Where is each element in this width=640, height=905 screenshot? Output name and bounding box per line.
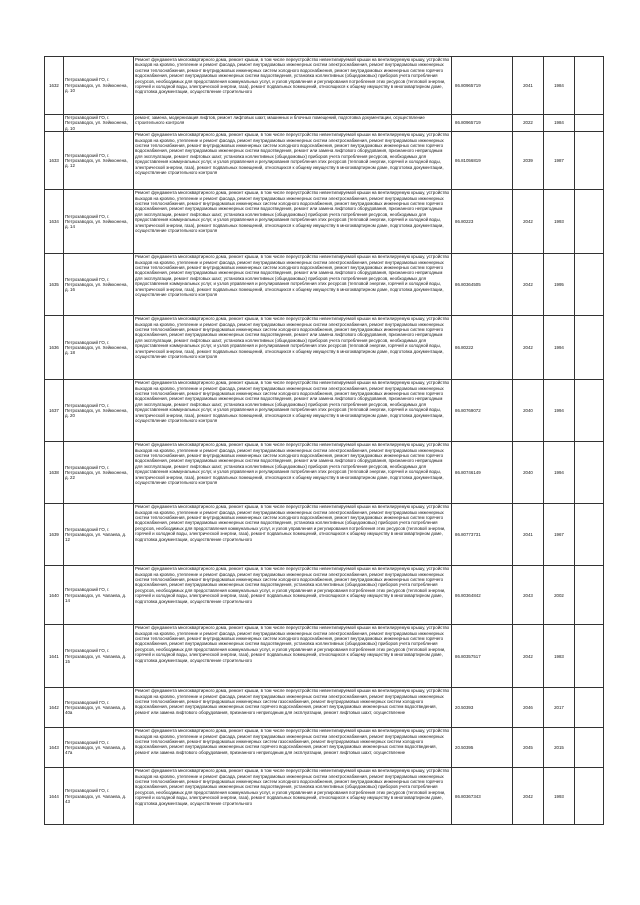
build-year-cell: 1994 [544,442,575,504]
code-cell: 86.80222 [452,316,513,380]
planned-year-cell: 2042 [513,254,544,316]
empty-cell [575,190,604,254]
row-number: 1643 [45,728,64,768]
build-year-cell: 1967 [544,504,575,566]
row-number: 1634 [45,190,64,254]
build-year-cell: 1993 [544,768,575,825]
code-cell: 86.80965719 [452,57,513,115]
code-cell: 86.80746149 [452,442,513,504]
empty-cell [575,380,604,442]
table-row [45,132,604,190]
work-description-cell: Ремонт фундамента многоквартирного дома, ремонт крыши, в том числе переустройство невентилируемой крыши на вентилируемую крышу, устройство выходов на кровлю, утепление и ремонт фасада, ремонт внутридомовых инженерных систем электроснабжения, ремонт внутридомовых инженерных систем теплоснабжения, ремонт внутридомовых инженерных систем холодного водоснабжения, ремонт внутридомовых инженерных систем горячего водоснабжения, ремонт внутридомовых инженерных систем водоотведения, ремонт или замена лифтового оборудования, признанного непригодным для эксплуатации, ремонт лифтовых шахт, установка коллективных (общедомовых) приборов учета потребления ресурсов, необходимых для предоставления коммунальных услуг, и узлов управления и регулирования потребления этих ресурсов (тепловой энергии, горячей и холодной воды, электрической энергии, газа), ремонт подвальных помещений, относящихся к общему имуществу в многоквартирном доме, подготовка документации, осуществление строительного контроля [134,132,452,190]
work-description-cell: Ремонт фундамента многоквартирного дома, ремонт крыши, в том числе переустройство невентилируемой крыши на вентилируемую крышу, устройство выходов на кровлю, утепление и ремонт фасада, ремонт внутридомовых инженерных систем электроснабжения, ремонт внутридомовых инженерных систем теплоснабжения, ремонт внутридомовых инженерных систем холодного водоснабжения, ремонт внутридомовых инженерных систем горячего водоснабжения, ремонт внутридомовых инженерных систем водоотведения, ремонт или замена лифтового оборудования, признанного непригодным для эксплуатации, ремонт лифтовых шахт, установка коллективных (общедомовых) приборов учета потребления ресурсов, необходимых для предоставления коммунальных услуг, и узлов управления и регулирования потребления этих ресурсов (тепловой энергии, горячей и холодной воды, электрической энергии, газа), ремонт подвальных помещений, относящихся к общему имуществу в многоквартирном доме, подготовка документации, осуществление строительного контроля [134,380,452,442]
table-row [45,442,604,504]
empty-cell [575,625,604,688]
empty-cell [575,768,604,825]
code-cell: 86.80357517 [452,625,513,688]
work-description-cell: ремонт, замена, модернизация лифтов, ремонт лифтовых шахт, машинных и блочных помещений, подготовка документации, осуществление строительного контроля [134,115,452,132]
table-row [45,625,604,688]
empty-cell [575,504,604,566]
work-description-cell: Ремонт фундамента многоквартирного дома, ремонт крыши, в том числе переустройство невентилируемой крыши на вентилируемую крышу, устройство выходов на кровлю, утепление и ремонт фасада, ремонт внутридомовых инженерных систем электроснабжения, ремонт внутридомовых инженерных систем теплоснабжения, ремонт внутридомовых инженерных систем холодного водоснабжения, ремонт внутридомовых инженерных систем горячего водоснабжения, ремонт внутридомовых инженерных систем водоотведения, ремонт или замена лифтового оборудования, признанного непригодным для эксплуатации, ремонт лифтовых шахт, установка коллективных (общедомовых) приборов учета потребления ресурсов, необходимых для предоставления коммунальных услуг, и узлов управления и регулирования потребления этих ресурсов (тепловой энергии, горячей и холодной воды, электрической энергии, газа), ремонт подвальных помещений, относящихся к общему имуществу в многоквартирном доме, подготовка документации, осуществление строительного контроля [134,442,452,504]
document-page [44,56,603,825]
work-description-cell: Ремонт фундамента многоквартирного дома, ремонт крыши, в том числе переустройство невентилируемой крыши на вентилируемую крышу, устройство выходов на кровлю, утепление и ремонт фасада, ремонт внутридомовых инженерных систем электроснабжения, ремонт внутридомовых инженерных систем теплоснабжения, ремонт внутридомовых инженерных систем газоснабжения, ремонт внутридомовых инженерных систем холодного водоснабжения, ремонт внутридомовых инженерных систем горячего водоснабжения, ремонт внутридомовых инженерных систем водоотведения, ремонт или замена лифтового оборудования, признанного непригодным для эксплуатации, ремонт лифтовых шахт, осуществление [134,728,452,768]
planned-year-cell: 2043 [513,566,544,625]
empty-cell [575,57,604,115]
planned-year-cell: 2045 [513,728,544,768]
planned-year-cell: 2042 [513,625,544,688]
work-description-cell: Ремонт фундамента многоквартирного дома, ремонт крыши, в том числе переустройство невентилируемой крыши на вентилируемую крышу, устройство выходов на кровлю, утепление и ремонт фасада, ремонт внутридомовых инженерных систем электроснабжения, ремонт внутридомовых инженерных систем теплоснабжения, ремонт внутридомовых инженерных систем холодного водоснабжения, ремонт внутридомовых инженерных систем горячего водоснабжения, ремонт внутридомовых инженерных систем водоотведения, установка коллективных (общедомовых) приборов учета потребления ресурсов, необходимых для предоставления коммунальных услуг, и узлов управления и регулирования потребления этих ресурсов (тепловой энергии, горячей и холодной воды, электрической энергии, газа), ремонт подвальных помещений, относящихся к общему имуществу в многоквартирном доме, подготовка документации, осуществление строительного [134,768,452,825]
planned-year-cell: 2042 [513,768,544,825]
code-cell: 86.80965719 [452,115,513,132]
address-cell: Петрозаводский ГО, г. Петрозаводск, ул. Чапаева, д. 14 [64,566,134,625]
address-cell: Петрозаводский ГО, г. Петрозаводск, ул. Хейкконена, д. 16 [64,254,134,316]
row-number: 1638 [45,442,64,504]
row-number: 1640 [45,566,64,625]
work-description-cell: Ремонт фундамента многоквартирного дома, ремонт крыши, в том числе переустройство невентилируемой крыши на вентилируемую крышу, устройство выходов на кровлю, утепление и ремонт фасада, ремонт внутридомовых инженерных систем электроснабжения, ремонт внутридомовых инженерных систем теплоснабжения, ремонт внутридомовых инженерных систем газоснабжения, ремонт внутридомовых инженерных систем холодного водоснабжения, ремонт внутридомовых инженерных систем горячего водоснабжения, ремонт внутридомовых инженерных систем водоотведения, ремонт или замена лифтового оборудования, признанного непригодным для эксплуатации, ремонт лифтовых шахт, осуществление [134,688,452,728]
row-number: 1637 [45,380,64,442]
build-year-cell: 1984 [544,57,575,115]
planned-year-cell: 2041 [513,504,544,566]
build-year-cell: 1995 [544,254,575,316]
work-description-cell: Ремонт фундамента многоквартирного дома, ремонт крыши, в том числе переустройство невентилируемой крыши на вентилируемую крышу, устройство выходов на кровлю, утепление и ремонт фасада, ремонт внутридомовых инженерных систем электроснабжения, ремонт внутридомовых инженерных систем теплоснабжения, ремонт внутридомовых инженерных систем холодного водоснабжения, ремонт внутридомовых инженерных систем горячего водоснабжения, ремонт внутридомовых инженерных систем водоотведения, ремонт или замена лифтового оборудования, признанного непригодным для эксплуатации, ремонт лифтовых шахт, установка коллективных (общедомовых) приборов учета потребления ресурсов, необходимых для предоставления коммунальных услуг, и узлов управления и регулирования потребления этих ресурсов (тепловой энергии, горячей и холодной воды, электрической энергии, газа), ремонт подвальных помещений, относящихся к общему имуществу в многоквартирном доме, подготовка документации, осуществление строительного контроля [134,254,452,316]
row-number: 1632 [45,57,64,115]
address-cell: Петрозаводский ГО, г. Петрозаводск, ул. Чапаева, д. 47а [64,728,134,768]
table-row [45,190,604,254]
address-cell: Петрозаводский ГО, г. Петрозаводск, ул. Чапаева, д. 15 [64,625,134,688]
work-description-cell: Ремонт фундамента многоквартирного дома, ремонт крыши, в том числе переустройство невентилируемой крыши на вентилируемую крышу, устройство выходов на кровлю, утепление и ремонт фасада, ремонт внутридомовых инженерных систем электроснабжения, ремонт внутридомовых инженерных систем теплоснабжения, ремонт внутридомовых инженерных систем холодного водоснабжения, ремонт внутридомовых инженерных систем горячего водоснабжения, ремонт внутридомовых инженерных систем водоотведения, ремонт или замена лифтового оборудования, признанного непригодным для эксплуатации, ремонт лифтовых шахт, установка коллективных (общедомовых) приборов учета потребления ресурсов, необходимых для предоставления коммунальных услуг, и узлов управления и регулирования потребления этих ресурсов (тепловой энергии, горячей и холодной воды, электрической энергии, газа), ремонт подвальных помещений, относящихся к общему имуществу в многоквартирном доме, подготовка документации, осуществление строительного контроля [134,316,452,380]
empty-cell [575,115,604,132]
build-year-cell: 1984 [544,115,575,132]
row-number: 1644 [45,768,64,825]
table-row [45,254,604,316]
row-number [45,115,64,132]
build-year-cell: 1987 [544,132,575,190]
address-cell: Петрозаводский ГО, г. Петрозаводск, ул. Хейкконена, д. 20 [64,380,134,442]
empty-cell [575,566,604,625]
code-cell: 86.80769072 [452,380,513,442]
planned-year-cell: 2042 [513,316,544,380]
table-row [45,768,604,825]
table-row [45,316,604,380]
planned-year-cell: 2039 [513,132,544,190]
work-description-cell: Ремонт фундамента многоквартирного дома, ремонт крыши, в том числе переустройство невентилируемой крыши на вентилируемую крышу, устройство выходов на кровлю, утепление и ремонт фасада, ремонт внутридомовых инженерных систем электроснабжения, ремонт внутридомовых инженерных систем теплоснабжения, ремонт внутридомовых инженерных систем холодного водоснабжения, ремонт внутридомовых инженерных систем горячего водоснабжения, ремонт внутридомовых инженерных систем водоотведения, установка коллективных (общедомовых) приборов учета потребления ресурсов, необходимых для предоставления коммунальных услуг, и узлов управления и регулирования потребления этих ресурсов (тепловой энергии, горячей и холодной воды, электрической энергии, газа), ремонт подвальных помещений, относящихся к общему имуществу в многоквартирном доме, подготовка документации, осуществление строительного [134,566,452,625]
row-number: 1636 [45,316,64,380]
code-cell: 86.80364505 [452,254,513,316]
work-description-cell: Ремонт фундамента многоквартирного дома, ремонт крыши, в том числе переустройство невентилируемой крыши на вентилируемую крышу, устройство выходов на кровлю, утепление и ремонт фасада, ремонт внутридомовых инженерных систем электроснабжения, ремонт внутридомовых инженерных систем теплоснабжения, ремонт внутридомовых инженерных систем холодного водоснабжения, ремонт внутридомовых инженерных систем горячего водоснабжения, ремонт внутридомовых инженерных систем водоотведения, установка коллективных (общедомовых) приборов учета потребления ресурсов, необходимых для предоставления коммунальных услуг, и узлов управления и регулирования потребления этих ресурсов (тепловой энергии, горячей и холодной воды, электрической энергии, газа), ремонт подвальных помещений, относящихся к общему имуществу в многоквартирном доме, подготовка документации, осуществление строительного [134,57,452,115]
empty-cell [575,688,604,728]
address-cell: Петрозаводский ГО, г. Петрозаводск, ул. Чапаева, д. 12 [64,504,134,566]
row-number: 1635 [45,254,64,316]
code-cell: 86.81056819 [452,132,513,190]
planned-year-cell: 2022 [513,115,544,132]
work-description-cell: Ремонт фундамента многоквартирного дома, ремонт крыши, в том числе переустройство невентилируемой крыши на вентилируемую крышу, устройство выходов на кровлю, утепление и ремонт фасада, ремонт внутридомовых инженерных систем электроснабжения, ремонт внутридомовых инженерных систем теплоснабжения, ремонт внутридомовых инженерных систем холодного водоснабжения, ремонт внутридомовых инженерных систем горячего водоснабжения, ремонт внутридомовых инженерных систем водоотведения, установка коллективных (общедомовых) приборов учета потребления ресурсов, необходимых для предоставления коммунальных услуг, и узлов управления и регулирования потребления этих ресурсов (тепловой энергии, горячей и холодной воды, электрической энергии, газа), ремонт подвальных помещений, относящихся к общему имуществу в многоквартирном доме, подготовка документации, осуществление строительного [134,625,452,688]
build-year-cell: 2015 [544,728,575,768]
build-year-cell: 2017 [544,688,575,728]
planned-year-cell: 2042 [513,190,544,254]
empty-cell [575,254,604,316]
code-cell: 20.50395 [452,728,513,768]
address-cell: Петрозаводский ГО, г. Петрозаводск, ул. Хейкконена, д. 10 [64,115,134,132]
build-year-cell: 1994 [544,316,575,380]
build-year-cell: 1994 [544,380,575,442]
address-cell: Петрозаводский ГО, г. Петрозаводск, ул. Хейкконена, д. 22 [64,442,134,504]
address-cell: Петрозаводский ГО, г. Петрозаводск, ул. Хейкконена, д. 10 [64,57,134,115]
row-number: 1639 [45,504,64,566]
code-cell: 20.50393 [452,688,513,728]
code-cell: 86.80367343 [452,768,513,825]
table-row [45,115,604,132]
empty-cell [575,442,604,504]
table-row [45,380,604,442]
planned-year-cell: 2041 [513,57,544,115]
build-year-cell: 1993 [544,190,575,254]
empty-cell [575,728,604,768]
table-row [45,566,604,625]
address-cell: Петрозаводский ГО, г. Петрозаводск, ул. Чапаева, д. 43 [64,768,134,825]
address-cell: Петрозаводский ГО, г. Петрозаводск, ул. Хейкконена, д. 14 [64,190,134,254]
address-cell: Петрозаводский ГО, г. Петрозаводск, ул. Хейкконена, д. 12 [64,132,134,190]
build-year-cell: 1983 [544,625,575,688]
build-year-cell: 2002 [544,566,575,625]
capital-repair-table [44,56,604,825]
work-description-cell: Ремонт фундамента многоквартирного дома, ремонт крыши, в том числе переустройство невентилируемой крыши на вентилируемую крышу, устройство выходов на кровлю, утепление и ремонт фасада, ремонт внутридомовых инженерных систем электроснабжения, ремонт внутридомовых инженерных систем теплоснабжения, ремонт внутридомовых инженерных систем холодного водоснабжения, ремонт внутридомовых инженерных систем горячего водоснабжения, ремонт внутридомовых инженерных систем водоотведения, ремонт или замена лифтового оборудования, признанного непригодным для эксплуатации, ремонт лифтовых шахт, установка коллективных (общедомовых) приборов учета потребления ресурсов, необходимых для предоставления коммунальных услуг, и узлов управления и регулирования потребления этих ресурсов (тепловой энергии, горячей и холодной воды, электрической энергии, газа), ремонт подвальных помещений, относящихся к общему имуществу в многоквартирном доме, подготовка документации, осуществление строительного контроля [134,190,452,254]
address-cell: Петрозаводский ГО, г. Петрозаводск, ул. Хейкконена, д. 18 [64,316,134,380]
code-cell: 86.80773731 [452,504,513,566]
table-row [45,504,604,566]
address-cell: Петрозаводский ГО, г. Петрозаводск, ул. Чапаева, д. 40а [64,688,134,728]
table-row [45,57,604,115]
row-number: 1642 [45,688,64,728]
code-cell: 86.80223 [452,190,513,254]
planned-year-cell: 2040 [513,380,544,442]
code-cell: 86.80364842 [452,566,513,625]
planned-year-cell: 2040 [513,442,544,504]
work-description-cell: Ремонт фундамента многоквартирного дома, ремонт крыши, в том числе переустройство невентилируемой крыши на вентилируемую крышу, устройство выходов на кровлю, утепление и ремонт фасада, ремонт внутридомовых инженерных систем электроснабжения, ремонт внутридомовых инженерных систем теплоснабжения, ремонт внутридомовых инженерных систем холодного водоснабжения, ремонт внутридомовых инженерных систем горячего водоснабжения, ремонт внутридомовых инженерных систем водоотведения, установка коллективных (общедомовых) приборов учета потребления ресурсов, необходимых для предоставления коммунальных услуг, и узлов управления и регулирования потребления этих ресурсов (тепловой энергии, горячей и холодной воды, электрической энергии, газа), ремонт подвальных помещений, относящихся к общему имуществу в многоквартирном доме, подготовка документации, осуществление строительного [134,504,452,566]
empty-cell [575,132,604,190]
row-number: 1641 [45,625,64,688]
planned-year-cell: 2046 [513,688,544,728]
row-number: 1633 [45,132,64,190]
empty-cell [575,316,604,380]
table-row [45,728,604,768]
table-row [45,688,604,728]
